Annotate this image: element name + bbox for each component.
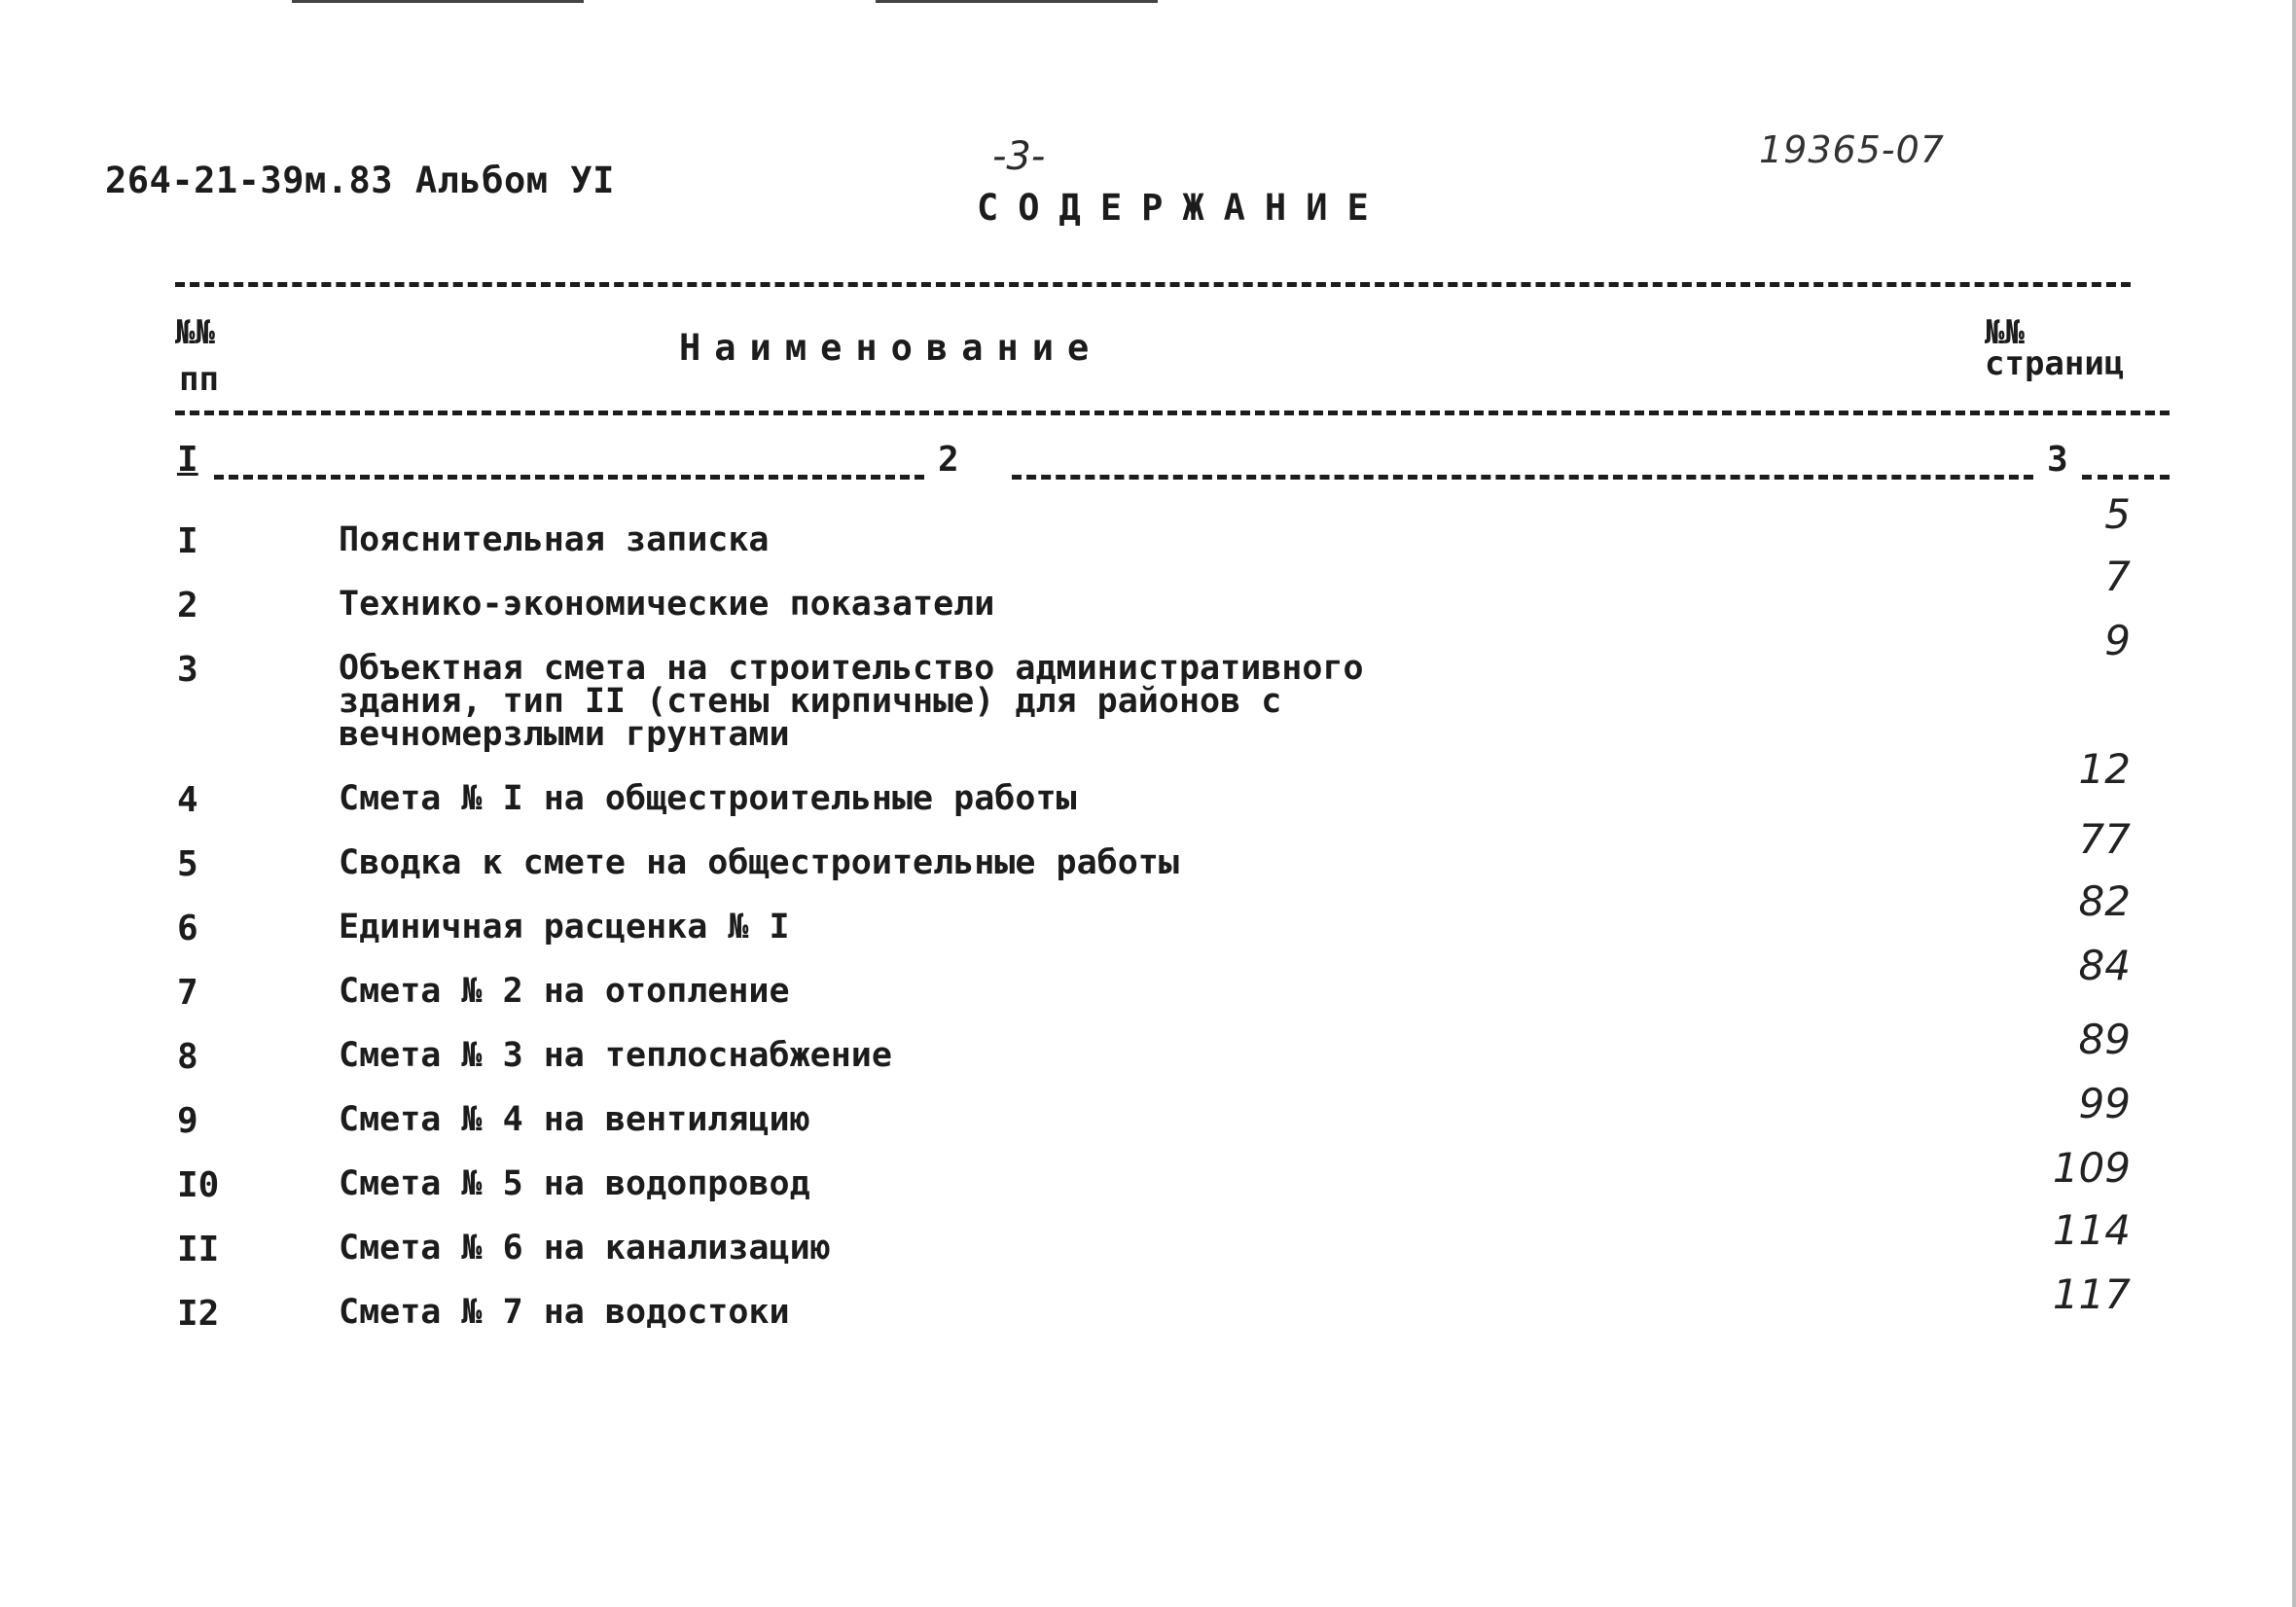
row-title: Технико-экономические показатели <box>339 585 995 624</box>
row-number: 3 <box>177 650 198 690</box>
row-title: Смета № I на общестроительные работы <box>339 779 1077 818</box>
table-header-rule <box>175 411 2170 415</box>
row-title: Объектная смета на строительство административного здания, тип II (стены кирпичные) для районов с вечномерзлыми грунтами <box>339 649 1364 754</box>
row-number: I <box>177 521 198 561</box>
row-page: 12 <box>2078 745 2131 793</box>
col-num-label-top: №№ <box>175 313 215 352</box>
row-number: 2 <box>177 586 198 625</box>
row-page: 82 <box>2078 877 2131 925</box>
col-index-rule-a <box>214 475 924 480</box>
row-title: Пояснительная записка <box>339 520 770 559</box>
row-page: 77 <box>2078 815 2131 863</box>
row-page: 7 <box>2104 553 2131 600</box>
row-title: Смета № 3 на теплоснабжение <box>339 1036 892 1075</box>
row-title: Смета № 7 на водостоки <box>339 1293 790 1332</box>
page-number: -3- <box>992 134 1046 179</box>
row-page: 99 <box>2078 1080 2131 1127</box>
row-title: Единичная расценка № I <box>339 908 790 946</box>
scan-edge-top-left <box>292 0 584 3</box>
row-number: 6 <box>177 909 198 948</box>
row-page: 84 <box>2078 942 2131 989</box>
row-number: 7 <box>177 973 198 1013</box>
table-top-rule <box>175 282 2131 287</box>
row-page: 5 <box>2104 490 2131 538</box>
row-number: II <box>177 1230 220 1269</box>
col-index-1: I <box>177 440 198 480</box>
row-title: Сводка к смете на общестроительные работы <box>339 843 1179 882</box>
col-name-label: Наименование <box>679 327 1103 369</box>
row-number: 9 <box>177 1101 198 1141</box>
col-page-label-bottom: страниц <box>1985 344 2125 383</box>
row-page: 89 <box>2078 1016 2131 1063</box>
archive-number: 19365-07 <box>1759 128 1945 171</box>
col-index-rule-b <box>1012 475 2033 480</box>
col-page-label-top: №№ <box>1985 313 2025 352</box>
row-number: 5 <box>177 844 198 884</box>
page-title: СОДЕРЖАНИЕ <box>977 187 1388 229</box>
row-page: 114 <box>2052 1206 2131 1254</box>
row-title: Смета № 4 на вентиляцию <box>339 1100 810 1139</box>
row-number: 4 <box>177 780 198 820</box>
row-page: 117 <box>2052 1270 2131 1318</box>
document-code: 264-21-39м.83 Альбом УI <box>105 160 615 201</box>
col-index-3: 3 <box>2047 440 2068 480</box>
scan-edge-right <box>2292 0 2296 1607</box>
row-number: I2 <box>177 1294 220 1334</box>
row-number: I0 <box>177 1165 220 1205</box>
row-title: Смета № 5 на водопровод <box>339 1164 810 1203</box>
row-page: 109 <box>2052 1144 2131 1192</box>
col-num-label-bottom: пп <box>179 360 219 399</box>
col-index-rule-c <box>2082 475 2170 480</box>
col-index-2: 2 <box>938 440 959 480</box>
row-number: 8 <box>177 1037 198 1077</box>
row-title: Смета № 6 на канализацию <box>339 1229 831 1268</box>
scan-edge-top-right <box>876 0 1158 3</box>
row-page: 9 <box>2104 617 2131 664</box>
row-title: Смета № 2 на отопление <box>339 972 790 1011</box>
